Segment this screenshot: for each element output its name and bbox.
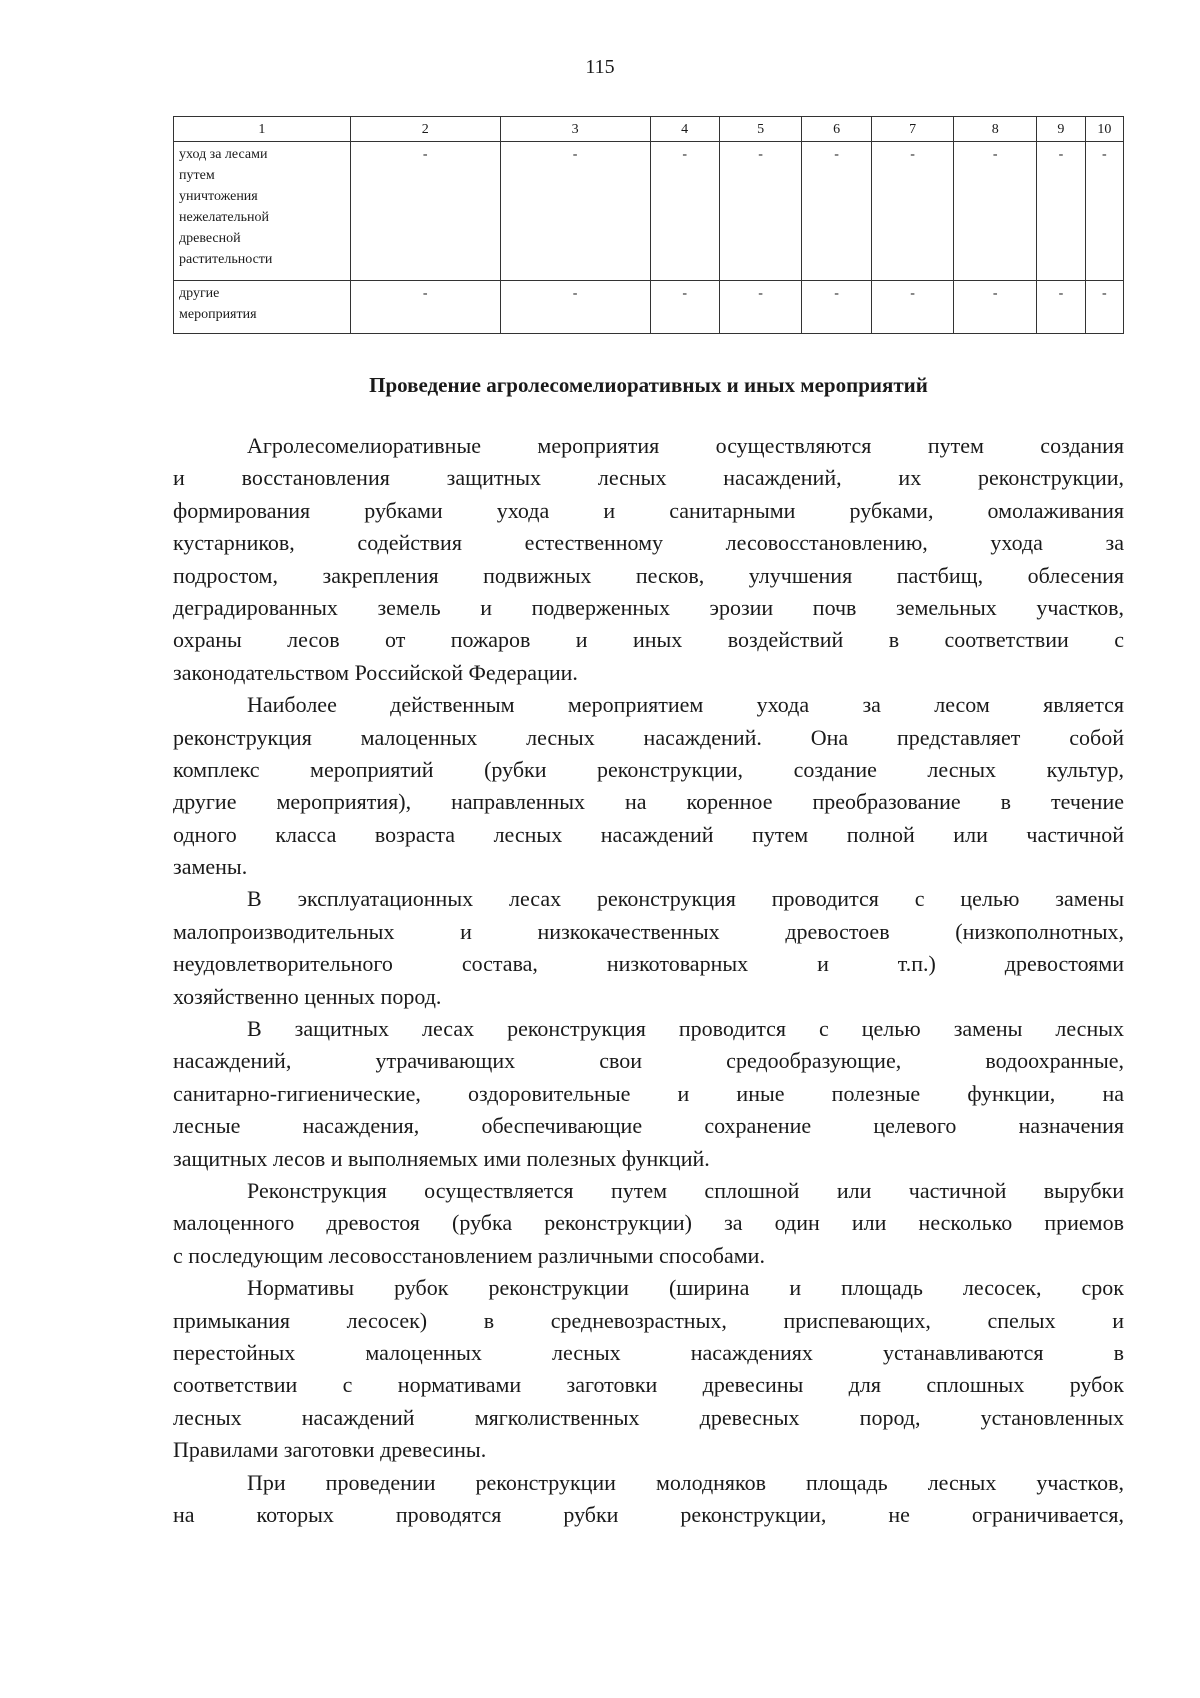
table-row-label-line: растительности <box>179 252 273 267</box>
table-header-cell: 3 <box>500 117 650 142</box>
table-cell: - <box>802 142 871 281</box>
table-cell: - <box>871 281 954 334</box>
paragraph-line: формирования рубками ухода и санитарными рубками, омолаживания <box>173 497 1124 523</box>
table-header-cell: 6 <box>802 117 871 142</box>
paragraph-line: лесные насаждения, обеспечивающие сохранение целевого назначения <box>173 1113 1124 1139</box>
paragraph-line: Наиболее действенным мероприятием ухода за лесом является <box>247 692 1124 718</box>
data-table <box>173 116 1124 334</box>
paragraph-line: замены. <box>173 854 248 880</box>
paragraph-line: подростом, закрепления подвижных песков, улучшения пастбищ, облесения <box>173 562 1124 588</box>
table-cell: - <box>1085 281 1123 334</box>
table-header-cell: 7 <box>871 117 954 142</box>
table-cell: - <box>954 142 1037 281</box>
paragraph <box>173 1272 1124 1466</box>
table-cell: - <box>719 142 802 281</box>
table-row-label-line: нежелательной <box>179 210 269 225</box>
paragraph-line: деградированных земель и подверженных эрозии почв земельных участков, <box>173 594 1124 620</box>
section-title: Проведение агролесомелиоративных и иных мероприятий <box>369 373 928 397</box>
paragraph-line: При проведении реконструкции молодняков площадь лесных участков, <box>247 1469 1124 1495</box>
table-cell: - <box>650 142 719 281</box>
table-cell: - <box>1037 281 1086 334</box>
paragraph-line: В защитных лесах реконструкция проводится с целью замены лесных <box>247 1016 1124 1042</box>
paragraph-line: и восстановления защитных лесных насаждений, их реконструкции, <box>173 465 1124 491</box>
paragraph-line: перестойных малоценных лесных насаждениях устанавливаются в <box>173 1339 1124 1365</box>
table-row <box>174 142 1124 281</box>
table-cell: - <box>954 281 1037 334</box>
paragraph-line: с последующим лесовосстановлением различными способами. <box>173 1242 765 1268</box>
paragraph-line: другие мероприятия), направленных на коренное преобразование в течение <box>173 789 1124 815</box>
table-header-cell: 9 <box>1037 117 1086 142</box>
table-cell: - <box>500 142 650 281</box>
paragraph-line: на которых проводятся рубки реконструкции, не ограничивается, <box>173 1501 1124 1527</box>
paragraph-line: комплекс мероприятий (рубки реконструкции, создание лесных культур, <box>173 756 1124 782</box>
table-header-cell: 5 <box>719 117 802 142</box>
paragraph-line: В эксплуатационных лесах реконструкция проводится с целью замены <box>247 886 1124 912</box>
paragraph-line: защитных лесов и выполняемых ими полезных функций. <box>173 1145 710 1171</box>
body-text <box>173 430 1124 1531</box>
paragraph <box>173 430 1124 689</box>
table-cell: - <box>650 281 719 334</box>
paragraph-line: санитарно-гигиенические, оздоровительные и иные полезные функции, на <box>173 1080 1124 1106</box>
table-header-row <box>174 117 1124 142</box>
paragraph-line: лесных насаждений мягколиственных древесных пород, установленных <box>173 1404 1124 1430</box>
paragraph-line: Правилами заготовки древесины. <box>173 1437 487 1463</box>
table-cell: - <box>350 281 500 334</box>
table-row-label-line: уход за лесами <box>179 147 268 162</box>
paragraph-line: реконструкция малоценных лесных насаждений. Она представляет собой <box>173 724 1124 750</box>
table-row-label-line: другие <box>179 286 220 301</box>
table-header-cell: 4 <box>650 117 719 142</box>
table-row-label <box>174 281 351 334</box>
paragraph-line: соответствии с нормативами заготовки древесины для сплошных рубок <box>173 1372 1124 1398</box>
page-number: 115 <box>585 56 615 78</box>
paragraph <box>173 1175 1124 1272</box>
table-header-cell: 10 <box>1085 117 1123 142</box>
paragraph <box>173 689 1124 883</box>
table-row-label-line: уничтожения <box>179 189 258 204</box>
table-cell: - <box>719 281 802 334</box>
table-cell: - <box>1037 142 1086 281</box>
table-row <box>174 281 1124 334</box>
paragraph <box>173 1013 1124 1175</box>
paragraph-line: Нормативы рубок реконструкции (ширина и площадь лесосек, срок <box>247 1275 1124 1301</box>
paragraph-line: Агролесомелиоративные мероприятия осуществляются путем создания <box>247 433 1124 458</box>
paragraph-line: одного класса возраста лесных насаждений путем полной или частичной <box>173 821 1124 847</box>
table-row-label <box>174 142 351 281</box>
paragraph-line: малоценного древостоя (рубка реконструкции) за один или несколько приемов <box>173 1210 1124 1236</box>
paragraph-line: Реконструкция осуществляется путем сплошной или частичной вырубки <box>247 1177 1124 1203</box>
table-row-label-line: путем <box>179 168 215 183</box>
table-cell: - <box>350 142 500 281</box>
paragraph-line: примыкания лесосек) в средневозрастных, приспевающих, спелых и <box>173 1307 1124 1333</box>
table-cell: - <box>500 281 650 334</box>
table-row-label-line: мероприятия <box>179 307 257 322</box>
paragraph <box>173 1467 1124 1532</box>
paragraph <box>173 883 1124 1013</box>
table-cell: - <box>871 142 954 281</box>
paragraph-line: насаждений, утрачивающих свои средообразующие, водоохранные, <box>173 1048 1124 1074</box>
paragraph-line: кустарников, содействия естественному лесовосстановлению, ухода за <box>173 530 1124 556</box>
paragraph-line: хозяйственно ценных пород. <box>173 983 442 1009</box>
table-row-label-line: древесной <box>179 231 241 246</box>
table-header-cell: 1 <box>174 117 351 142</box>
table-header-cell: 2 <box>350 117 500 142</box>
paragraph-line: законодательством Российской Федерации. <box>173 659 578 685</box>
table-cell: - <box>802 281 871 334</box>
paragraph-line: неудовлетворительного состава, низкотоварных и т.п.) древостоями <box>173 951 1124 977</box>
table-header-cell: 8 <box>954 117 1037 142</box>
table-cell: - <box>1085 142 1123 281</box>
paragraph-line: охраны лесов от пожаров и иных воздействий в соответствии с <box>173 627 1124 653</box>
paragraph-line: малопроизводительных и низкокачественных древостоев (низкополнотных, <box>173 918 1124 944</box>
